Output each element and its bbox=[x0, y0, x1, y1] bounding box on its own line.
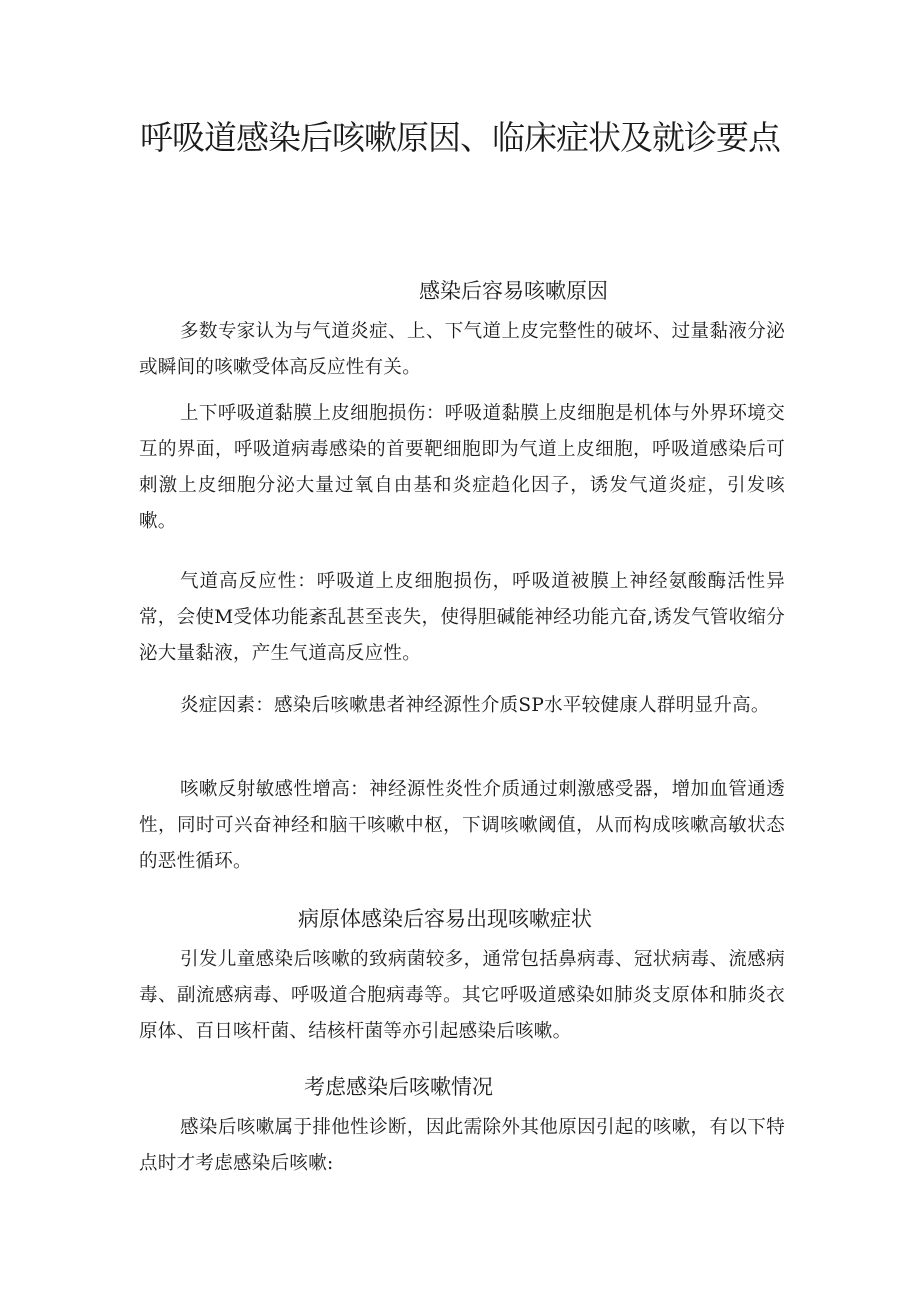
document-title: 呼吸道感染后咳嗽原因、临床症状及就诊要点 bbox=[140, 118, 780, 157]
paragraph: 气道高反应性：呼吸道上皮细胞损伤，呼吸道被膜上神经氨酸酶活性异常，会使M受体功能紊乱甚至丧失，使得胆碱能神经功能亢奋,诱发气管收缩分泌大量黏液，产生气道高反应性。 bbox=[139, 571, 785, 664]
section-heading-causes: 感染后容易咳嗽原因 bbox=[419, 279, 608, 303]
section-heading-pathogens: 病原体感染后容易出现咳嗽症状 bbox=[298, 907, 592, 931]
section-heading-consider: 考虑感染后咳嗽情况 bbox=[304, 1075, 493, 1099]
paragraph: 感染后咳嗽属于排他性诊断，因此需除外其他原因引起的咳嗽，有以下特点时才考虑感染后咳嗽: bbox=[139, 1117, 785, 1174]
paragraph: 多数专家认为与气道炎症、上、下气道上皮完整性的破坏、过量黏液分泌或瞬间的咳嗽受体高反应性有关。 bbox=[139, 321, 785, 378]
paragraph: 咳嗽反射敏感性增高：神经源性炎性介质通过刺激感受器，增加血管通透性，同时可兴奋神经和脑干咳嗽中枢，下调咳嗽阈值，从而构成咳嗽高敏状态的恶性循环。 bbox=[139, 779, 785, 872]
paragraph: 引发儿童感染后咳嗽的致病菌较多，通常包括鼻病毒、冠状病毒、流感病毒、副流感病毒、呼吸道合胞病毒等。其它呼吸道感染如肺炎支原体和肺炎衣原体、百日咳杆菌、结核杆菌等亦引起感染后咳嗽。 bbox=[139, 949, 785, 1042]
paragraph: 上下呼吸道黏膜上皮细胞损伤：呼吸道黏膜上皮细胞是机体与外界环境交互的界面，呼吸道病毒感染的首要靶细胞即为气道上皮细胞，呼吸道感染后可刺激上皮细胞分泌大量过氧自由基和炎症趋化因子，诱发气道炎症，引发咳嗽。 bbox=[139, 403, 785, 532]
paragraph: 炎症因素：感染后咳嗽患者神经源性介质SP水平较健康人群明显升高。 bbox=[180, 695, 770, 716]
